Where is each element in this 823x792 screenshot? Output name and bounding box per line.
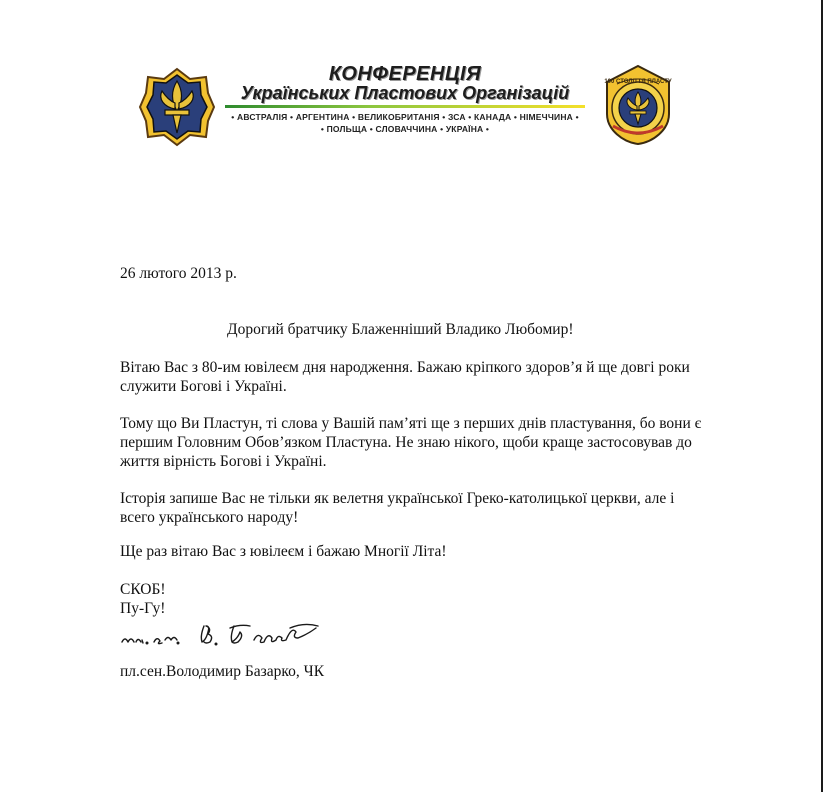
signer-name: пл.сен.Володимир Базарко, ЧК	[120, 663, 325, 680]
conference-banner	[220, 63, 590, 135]
paragraph-3: Історія запише Вас не тільки як велетня української Греко-католицької церкви, але і всего українського народу!	[120, 490, 675, 526]
banner-color-rule	[225, 105, 585, 108]
paragraph-2: Тому що Ви Пластун, ті слова у Вашій пам’яті ще з перших днів пластування, бо вони є першим Головним Обов’язком Пластуна. Не знаю нікого, щоби краще застосовував до життя вірність Богові і Україні.	[120, 415, 702, 470]
conference-subtitle: Українських Пластових Організацій	[240, 83, 570, 103]
paragraph-4: Ще раз вітаю Вас з ювілеєм і бажаю Многії Літа!	[120, 543, 447, 560]
letter-date: 26 лютого 2013 р.	[120, 265, 237, 282]
closing-pu-gu: Пу-Гу!	[120, 600, 166, 617]
conference-title: КОНФЕРЕНЦІЯ	[328, 63, 482, 85]
letter-greeting: Дорогий братчику Блаженніший Владико Любомир!	[227, 321, 574, 338]
plast-lily-logo-left	[138, 67, 216, 147]
countries-line-2: • ПОЛЬЩА • СЛОВАЧЧИНА • УКРАЇНА •	[320, 124, 490, 134]
countries-line-1: • АВСТРАЛІЯ • АРГЕНТИНА • ВЕЛИКОБРИТАНІЯ • ЗСА • КАНАДА • НІМЕЧЧИНА •	[231, 112, 579, 122]
plast-centennial-logo-right	[603, 64, 673, 146]
centennial-logo-text: 100 СТОЛІТТЯ ПЛАСТУ	[604, 79, 672, 85]
paragraph-1: Вітаю Вас з 80-им ювілеєм дня народження. Бажаю кріпкого здоров’я й ще довгі роки служити Богові і Україні.	[120, 359, 690, 395]
handwritten-signature	[120, 618, 340, 654]
closing-skob: СКОБ!	[120, 581, 166, 598]
